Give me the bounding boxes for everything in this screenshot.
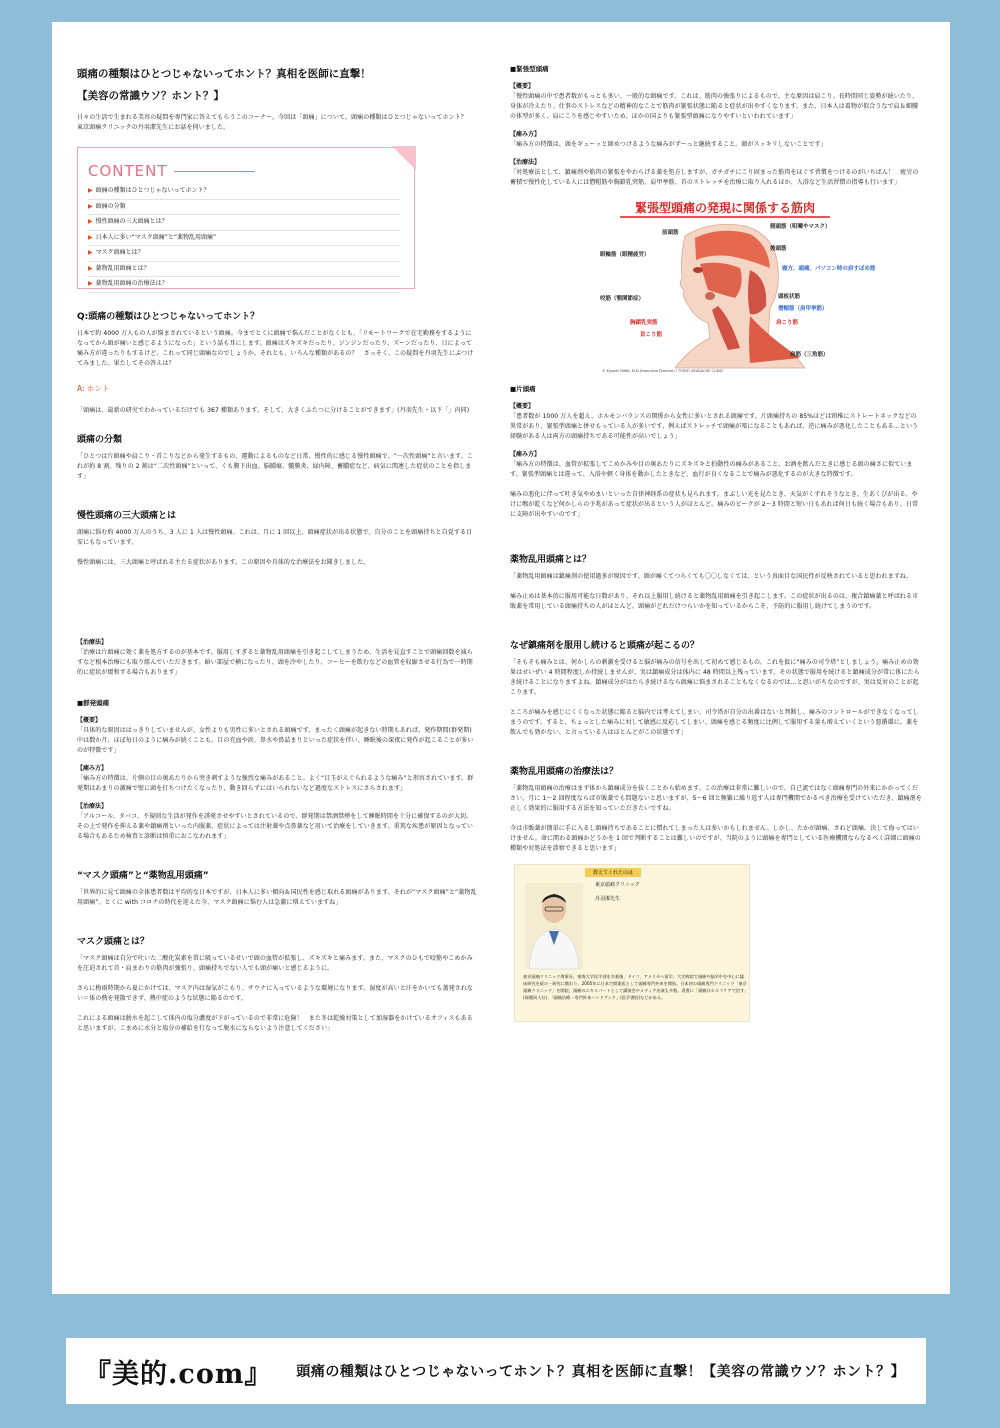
paragraph: 「マスク頭痛は自分で吐いた二酸化炭素を常に吸っているせいで頭の血管が拡張し、ズキズキと痛みます。また、マスクのひもで咬筋やこめかみを圧迫されて首・肩まわりの筋肉が強張り、頭痛持ちでない人でも頭が痛いと感じるように。 (77, 955, 473, 972)
svg-text:僧帽筋（肩甲挙筋）: 僧帽筋（肩甲挙筋） (778, 306, 828, 312)
article-intro: 日々の生活で生まれる美容の疑問を専門家に答えてもらうこのコーナー。今回は「頭痛」について。頭痛の種類はひとつじゃないってホント？ 東京頭痛クリニックの丹羽潔先生にお話を伺いました。 (77, 114, 473, 131)
paragraph: 「治療は片頭痛に効く薬を処方するのが基本です。服用しすぎると薬物乱用頭痛を引き起こしてしまうため、生活を見直すことで頭痛回数を減らすなど根本治療にも取り組んでいただきます。暗い部屋で横になったり、頭を冷やしたり、コーヒーを飲むなどの血管を収縮させる行為で一時期的に症状が緩和する場合もあります」 (77, 649, 473, 676)
svg-text:側頭筋（咀嚼やマスク）: 側頭筋（咀嚼やマスク） (770, 224, 831, 230)
muscle-diagram (600, 198, 876, 376)
paragraph: 日本で約 4000 万人もの人が悩まされているという頭痛。今までとくに頭痛で悩んだことがなくとも、「リモートワークで在宅勤務をするようになってから頭が痛いと感じるようになった」という話も耳にします。頭痛はズキズキだったり、ジンジンだったり、ズーンだったり、日によって痛み方が違ったりもするけど、これって同じ頭痛なのでしょうか。それとも、いろんな種類があるの？ さっそく、この疑問を丹羽先生にぶつけてみました。果たしてその答えは？ (77, 330, 474, 367)
doctor-photo (525, 883, 583, 969)
paragraph: これによる頭痛は脱水を起こして体内の塩分濃度が下がっているので非常に危険！ また冬は乾燥対策として加湿器をかけているオフィスもあると思いますが、こまめに水分と塩分の補給を行なって脱水にならないよう注意してください」 (77, 1015, 473, 1032)
section-heading: “マスク頭痛”と“薬物乱用頭痛” (77, 871, 209, 881)
sub-label: 【痛み方】 (77, 765, 108, 772)
footer-label (66, 1338, 926, 1404)
section-heading: 慢性頭痛の三大頭痛とは (77, 511, 177, 521)
triangle-bullet-icon: ▶ (88, 233, 93, 241)
paragraph: 「薬物乱用頭痛は鎮痛剤の使用過多が原因です。頭が痛くてつらくても〇〇しなくては、という真面目な国民性が反映されていると思われますね。 (510, 573, 913, 580)
section-heading: 薬物乱用頭痛の治療法は？ (510, 767, 619, 777)
svg-text:© Kiyoshi NIWA, M.D.(Executive: © Kiyoshi NIWA, M.D.(Executive Director) / TOKYO HEADACHE CLINIC (602, 369, 724, 373)
triangle-bullet-icon: ▶ (88, 202, 93, 210)
section-heading: ■群発頭痛 (77, 699, 110, 707)
section-heading: 頭痛の分類 (77, 435, 123, 445)
table-of-contents (77, 147, 415, 289)
paragraph: 慢性頭痛には、三大頭痛と呼ばれる主たる症状があります。この原因や具体的な治療法をお聞きしました。 (77, 559, 370, 566)
toc-item[interactable]: ▶ 薬物乱用頭痛とは？ (88, 262, 400, 278)
svg-text:肩こり筋: 肩こり筋 (776, 320, 799, 326)
paragraph: 「世界的に見て頭痛の全体患者数は平均的な日本ですが、日本人に多い傾向＆国民性を感じ取れる頭痛があります。それが“マスク頭痛”と“薬物乱用頭痛”。とくに with コロナの時代を迎えた今、マスク頭痛に悩む人は急激に増えていますね」 (77, 889, 477, 906)
svg-text:咬筋（顎関節症）: 咬筋（顎関節症） (600, 296, 645, 302)
profile-badge: 教えてくれたのは (585, 868, 641, 877)
site-brand: 『美的.com』 (84, 1358, 273, 1390)
paragraph: 「痛み方の特徴は、頭をギューッと締めつけるような痛みがずーっと継続すること。頭がスッキリしないことです」 (510, 141, 827, 148)
doctor-bio: 東京頭痛クリニック理事長。東海大学医学部を卒業後、ドイツ、アメリカへ留学。大学病院で頭痛や脳卒中を中心に臨床研究を続け・研究に携わり、2005年に日本で開業医として頭痛専門外来を開始。日本初の頭痛専門クリニック「東京頭痛クリニック」を開院。頭痛のエキスパートとして講演会やメディア出演も多数。著書に「頭痛はセルフケアで治す」(保健同人社)、「頭痛治療・専門外来ハンドブック」(医学書院)などがある。 (523, 974, 747, 1000)
svg-text:胸鎖乳突筋: 胸鎖乳突筋 (630, 320, 658, 326)
article-subtitle: 【美容の常識ウソ？ホント？】 (77, 90, 224, 102)
sub-label: 【治療法】 (510, 159, 541, 166)
triangle-bullet-icon: ▶ (88, 218, 93, 225)
section-heading: なぜ鎮痛剤を服用し続けると頭痛が起こるの？ (510, 641, 700, 651)
toc-item[interactable]: ▶ 頭痛の分類 (88, 200, 400, 216)
svg-text:肩筋（三角筋）: 肩筋（三角筋） (790, 352, 829, 358)
sub-label: 【痛み方】 (510, 451, 541, 458)
clinic-name: 東京頭痛クリニック (595, 882, 640, 888)
paragraph: 「具体的な原因ははっきりしていませんが、女性よりも男性に多いとされる頭痛です。まったく頭痛が起きない時期もあれば、発作期間(群発期)中は数か月、ほぼ毎日のように痛みが続くことも。目の充血や涙、鼻水や鼻詰まりといった症状を伴い、睡眠後の深夜に発作が起こることが多いのが特徴です」 (77, 727, 474, 754)
doctor-profile-card (514, 864, 750, 1022)
answer-label: A: ホント (77, 384, 110, 393)
left-column (77, 67, 477, 1034)
paragraph: 「アルコール、タバコ、不規則な生活が発作を誘発させやすいとされているので、群発期は禁酒禁煙をして睡眠時間を十分に確保するのが大切。その上で発作を抑える薬や鎮痛剤といった内服薬、症状によっては注射薬や点鼻薬など用いて治療をしていきます。重篤な疾患が原因となっている場合もあるため検査と診断は慎重におこなわれます」 (77, 813, 474, 840)
svg-text:前頭筋: 前頭筋 (662, 230, 679, 236)
sub-label: 【概要】 (77, 717, 102, 724)
section-heading: ■緊張型頭痛 (510, 65, 549, 73)
section-heading: マスク頭痛とは？ (77, 937, 150, 947)
muscle-figure (600, 198, 876, 376)
svg-text:寝方、頭痛、パソコン時の肩すぼめ筋: 寝方、頭痛、パソコン時の肩すぼめ筋 (782, 266, 876, 272)
paragraph: 痛みの悪化に伴って吐き気やめまいといった自律神経系の症状も見られます。まぶしい光を見たとき、天気がくずれそうなとき、生あくびが出る、やけに喉が乾くなど何かしらの予兆があって症状が出るという人がほとんど。痛みのピークが 2〜3 時間と短い日もあれば何日も続く場合もあり、日常に支障が出やすいのです」 (510, 491, 919, 518)
svg-text:頭板状筋: 頭板状筋 (778, 294, 801, 300)
footer-title: 頭痛の種類はひとつじゃないってホント？真相を医師に直撃！【美容の常識ウソ？ホント？】 (296, 1364, 906, 1380)
paragraph: 「薬物乱用頭痛の治療はまず体から鎮痛成分を抜くことから始めます。この治療は非常に難しいので、自己流ではなく頭痛専門の外来にかかってください。月に 1〜2 回程度ならば市販薬でも問題ないと思いますが、5〜6 回と頻繁に繰り返す人は専門機関でかるべき治療を受けていただき、鎮痛剤を正しく効果的に服用する方法を知っていただきたいですね。 (510, 785, 922, 812)
paragraph: 頭痛に悩む約 4000 万人のうち、3 人に 1 人は慢性頭痛。これは、月に 1 回以上、頭痛症状が出る状態で、自分のことを頭痛持ちと自覚する目安にもなっています。 (77, 529, 473, 546)
toc-item[interactable]: ▶ 頭痛の種類はひとつじゃないってホント？ (88, 184, 400, 200)
figure-title: 緊張型頭痛の発現に関係する筋肉 (634, 201, 816, 215)
svg-text:眼輪筋（眼精疲労）: 眼輪筋（眼精疲労） (600, 252, 650, 258)
triangle-bullet-icon: ▶ (88, 280, 93, 287)
paragraph: 「痛み方の特徴は、片側の目の奥あたりから突き刺すような強烈な痛みがあること。よく“目玉がえぐられるような痛み”と形容されています。群発期はあまりの激痛で壁に頭を打ちつけたくなったり、動き回らずにはいられないなど過度なストレスにさらされます」 (77, 775, 474, 792)
paragraph: 「慢性頭痛の中で患者数がもっとも多い、一般的な頭痛です。これは、筋肉の強張りによるもので、主な原因は肩こり。長時間同じ姿勢が続いたり、身体が冷えたり、仕事のストレスなどの精神的なことで筋肉が緊張状態に陥ると症状が出やすくなります。また、日本人は着物が似合うなで肩＆細腰の体型が多く、肩にこりを感じやすいため、ほかの国よりも緊張型頭痛になりやすいといわれています」 (510, 93, 919, 120)
toc-item[interactable]: ▶ 日本人に多い“マスク頭痛”と“薬物乱用頭痛” (88, 231, 400, 247)
paragraph: 痛み止めは基本的に服用可能な日数があり、それ以上服用し続けると薬物乱用頭痛を引き起こします。この症状が出るのは、複合鎮痛薬と呼ばれる市販薬を常用している頭痛持ちの人がほとんど。頭痛がどれだけつらいかを知っているからこそ、予防的に服用し続けてしまうのです。 (510, 593, 919, 610)
triangle-bullet-icon: ▶ (88, 264, 93, 272)
sub-label: 【痛み方】 (510, 131, 541, 138)
paragraph: 「対処療法として、鎮痛剤や筋肉の緊張をやわらげる薬を処方しますが、ガチガチにこり固まった筋肉をほぐす習慣をつけるのがいちばん！ 疲労の蓄積で慢性化している人には僧帽筋や胸鎖乳突筋、肩甲挙筋、首のストレッチを治療に取り入れるほか、入浴など生活習慣の指導も行います」 (510, 169, 919, 186)
sub-label: 【概要】 (510, 83, 535, 90)
toc-item[interactable]: ▶ 薬物乱用頭痛の治療法は？ (88, 277, 400, 293)
right-column (510, 64, 922, 1022)
paragraph: 「患者数が 1000 万人を超え、ホルモンバランスの関係から女性に多いとされる頭痛です。片頭痛持ちの 85%ほどは頸椎にストレートネックなどの異常があり、緊張型頭痛と併せもっている人が多いです。例えばストレッチで頭痛が楽になることもあれば、逆に痛みが悪化したこともある…という経験がある人は両方の頭痛持ちである可能性が高いでしょう」 (510, 413, 919, 440)
paragraph: ところが痛みを感じにくくなった状態に陥ると脳内では考えてしまい、司令塔が自分の出番はないと判断し、痛みのコントロールができなくなってしまうのです。すると、ちょっとした痛みに対して敏感に反応してしまい、頭痛を感じる頻度に比例して服用する量も増えていくという悪循環に。薬を飲んでも効かない、と言っている人はほとんどがこの状態です」 (510, 709, 919, 736)
doctor-name: 丹羽潔先生 (595, 896, 621, 902)
section-heading: 薬物乱用頭痛とは？ (510, 555, 592, 565)
section-heading: ■片頭痛 (510, 385, 536, 393)
toc-item[interactable]: ▶ 慢性頭痛の三大頭痛とは？ (88, 215, 400, 231)
paragraph: 「痛み方の特徴は、血管が拡張してこめかみや目の奥あたりにズキズキと拍動性の痛みがあること。お酒を飲んだときに感じる頭の痛さに似ています。緊張型頭痛とは違って、入浴や軽く身体を動かしたときなど、血行が良くなることで痛みが悪化するのが大きな特徴です。 (510, 461, 913, 478)
paragraph: 「ひとつは片頭痛や肩こり・首こりなどから発生するもの、運動によるものなど日常、慢性的に感じる慢性頭痛で、“一次性頭痛”と言います。これが約 8 割。残りの 2 割は“二次性頭痛”といって、くも膜下出血、脳腫瘍、髄膜炎、緑内障、蓄膿症など、病気に関連した症状のことを指します」 (77, 453, 473, 480)
sub-label: 【概要】 (510, 403, 535, 410)
folded-corner-decoration (392, 146, 416, 170)
triangle-bullet-icon: ▶ (88, 249, 93, 256)
paragraph: 今は市販薬が簡単に手に入るし頭痛持ちであることに慣れてしまった人は多いかもしれません。しかし、たかが頭痛、されど頭痛。決して侮ってはいけません。命に関わる頭痛かどうかを 1 回で判断することは難しいのですが、当院のように頭痛を専門としている医療機関ならなるべく詳細に頭痛の種類や対処法を診察できると思います」 (510, 825, 921, 852)
paragraph: さらに梅雨時期から夏にかけては、マスク内は湿気がこもり、サウナに入っているような環境になります。湿度が高いと汗をかいても蒸発されない＝体の熱を発散できず、熱中症のような状態に陥るのです。 (77, 985, 474, 1002)
article-title: 頭痛の種類はひとつじゃないってホント？真相を医師に直撃！ (77, 68, 371, 80)
sub-label: 【治療法】 (77, 639, 108, 646)
toc-item[interactable]: ▶ マスク頭痛とは？ (88, 246, 400, 262)
article-paper (52, 22, 950, 1294)
paragraph: 「そもそも痛みとは、何かしらの刺激を受けると脳が痛みの信号を出して初めて感じるもの。これを仮に“痛みの司令塔”としましょう。痛み止めの効果はせいぜい 4 時間程度しか持続しませんが、実は鎮痛成分は体内に 48 時間以上残っています。その状態で服用を続けると鎮痛成分が常に体にたらき続けることになりますよね。鎮痛成分がはたらき続けるなら頭痛に悩まされることもなくなるのでは…と思いがちなのですが、実は反対のことが起こります。 (510, 659, 920, 696)
paragraph: 「頭痛は、最新の研究でわかっているだけでも 367 種類あります。そして、大きくふたつに分けることができます」(丹羽先生・以下「」内同) (77, 407, 470, 414)
triangle-bullet-icon: ▶ (88, 187, 93, 194)
section-heading: Q:頭痛の種類はひとつじゃないってホント？ (77, 312, 260, 322)
sub-label: 【治療法】 (77, 803, 108, 810)
svg-text:後頭筋: 後頭筋 (770, 246, 787, 252)
svg-text:首こり筋: 首こり筋 (640, 332, 663, 338)
toc-title: CONTENT (88, 162, 404, 180)
